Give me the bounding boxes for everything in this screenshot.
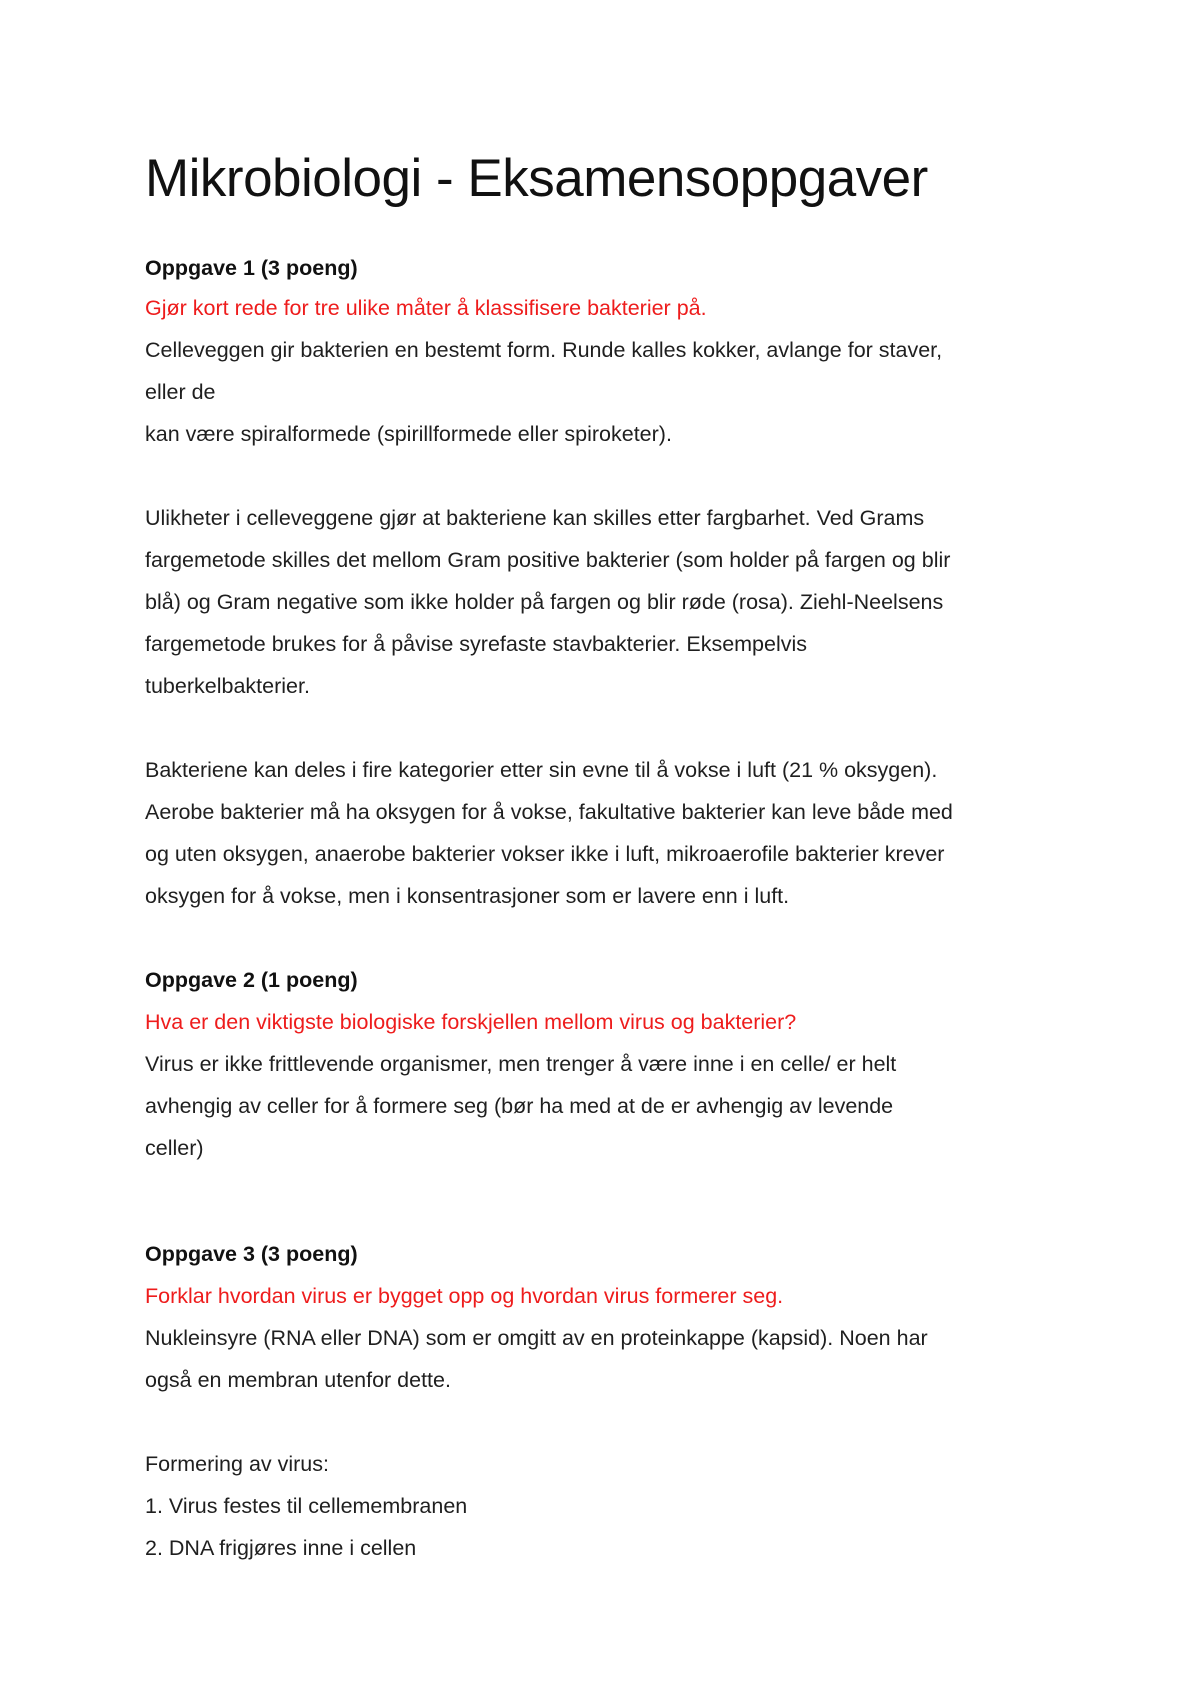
task-1-answer-line: og uten oksygen, anaerobe bakterier vokser ikke i luft, mikroaerofile bakterier krever bbox=[145, 842, 945, 866]
task-1-answer-line: blå) og Gram negative som ikke holder på fargen og blir røde (rosa). Ziehl-Neelsens bbox=[145, 590, 944, 614]
task-1-answer-line: oksygen for å vokse, men i konsentrasjoner som er lavere enn i luft. bbox=[145, 884, 790, 908]
task-3-answer-line: også en membran utenfor dette. bbox=[145, 1368, 451, 1392]
task-1-answer-line: Ulikheter i celleveggene gjør at bakteriene kan skilles etter fargbarhet. Ved Grams bbox=[145, 506, 925, 530]
task-2-answer-line: avhengig av celler for å formere seg (bør ha med at de er avhengig av levende bbox=[145, 1094, 894, 1118]
document-title: Mikrobiologi - Eksamensoppgaver bbox=[145, 149, 928, 208]
task-2-question: Hva er den viktigste biologiske forskjellen mellom virus og bakterier? bbox=[145, 1010, 797, 1034]
task-1-answer-line: Bakteriene kan deles i fire kategorier etter sin evne til å vokse i luft (21 % oksygen). bbox=[145, 758, 938, 782]
task-1-answer-line: kan være spiralformede (spirillformede eller spiroketer). bbox=[145, 422, 672, 446]
task-1-answer-line: tuberkelbakterier. bbox=[145, 674, 310, 698]
task-3-answer-line: Formering av virus: bbox=[145, 1452, 329, 1476]
task-1-heading: Oppgave 1 (3 poeng) bbox=[145, 256, 358, 280]
task-2-answer-line: Virus er ikke frittlevende organismer, men trenger å være inne i en celle/ er helt bbox=[145, 1052, 897, 1076]
task-1-answer-line: fargemetode skilles det mellom Gram positive bakterier (som holder på fargen og blir bbox=[145, 548, 951, 572]
task-1-answer-line: Aerobe bakterier må ha oksygen for å vokse, fakultative bakterier kan leve både med bbox=[145, 800, 953, 824]
task-3-question: Forklar hvordan virus er bygget opp og hvordan virus formerer seg. bbox=[145, 1284, 784, 1308]
task-2-heading: Oppgave 2 (1 poeng) bbox=[145, 968, 358, 992]
task-1-answer-line: Celleveggen gir bakterien en bestemt form. Runde kalles kokker, avlange for staver, bbox=[145, 338, 943, 362]
task-3-answer-line: Nukleinsyre (RNA eller DNA) som er omgitt av en proteinkappe (kapsid). Noen har bbox=[145, 1326, 928, 1350]
task-2-answer-line: celler) bbox=[145, 1136, 204, 1160]
task-3-answer-line: 2. DNA frigjøres inne i cellen bbox=[145, 1536, 417, 1560]
task-3-answer-line: 1. Virus festes til cellemembranen bbox=[145, 1494, 468, 1518]
task-1-question: Gjør kort rede for tre ulike måter å klassifisere bakterier på. bbox=[145, 296, 707, 320]
task-1-answer-line: fargemetode brukes for å påvise syrefaste stavbakterier. Eksempelvis bbox=[145, 632, 808, 656]
task-1-answer-line: eller de bbox=[145, 380, 216, 404]
task-3-heading: Oppgave 3 (3 poeng) bbox=[145, 1242, 358, 1266]
